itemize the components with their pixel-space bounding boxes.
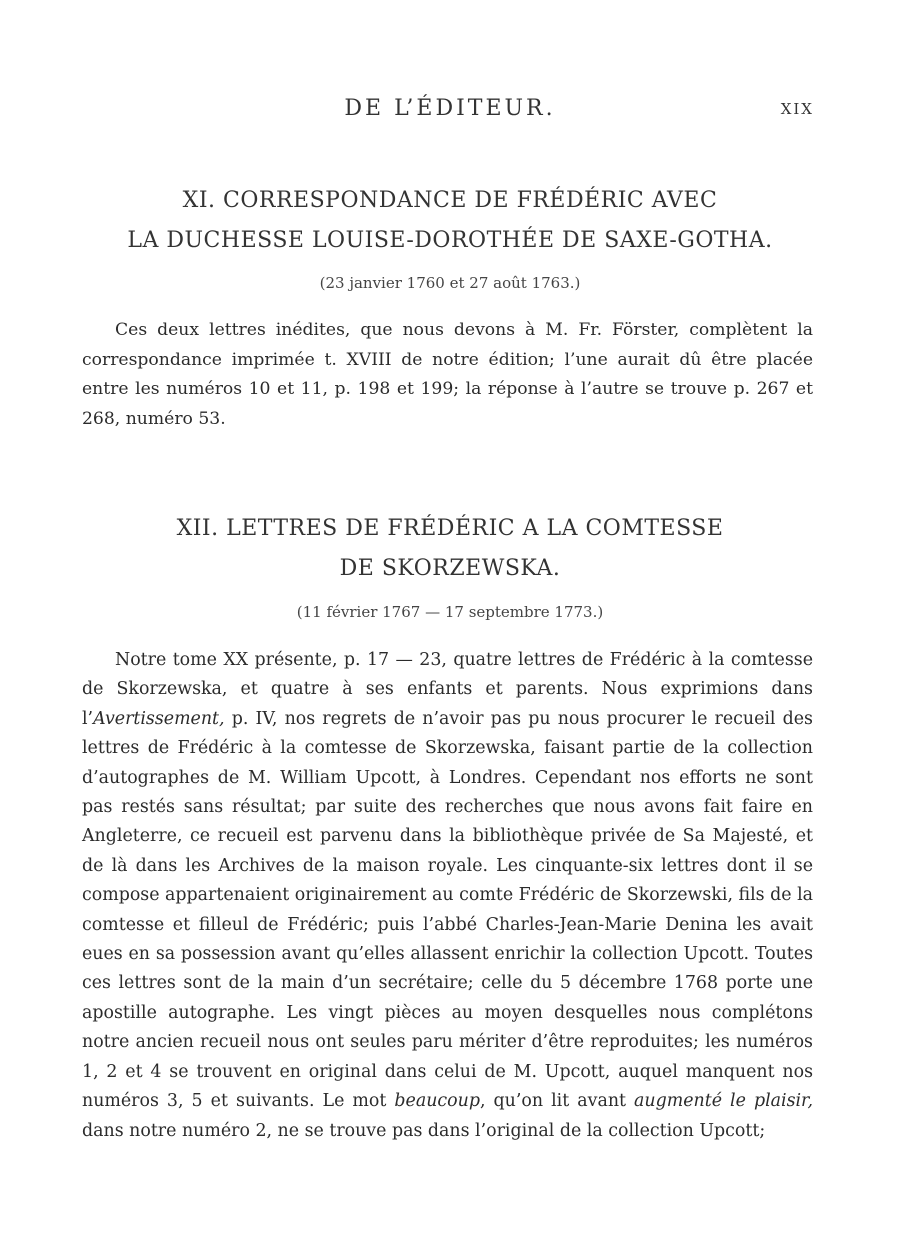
italic-avertissement: Avertissement, — [93, 708, 225, 729]
italic-augmente-le-plaisir: augmenté le plaisir, — [634, 1091, 813, 1112]
paragraph-text: dans notre numéro 2, ne se trouve pas dans l’original de la collection Upcott; — [82, 1120, 766, 1141]
section-xi-heading-line2: LA DUCHESSE LOUISE-DOROTHÉE DE SAXE-GOTHA. — [127, 228, 773, 253]
section-xii-heading-line2: DE SKORZEWSKA. — [339, 556, 561, 581]
section-xii-heading-line1: XII. LETTRES DE FRÉDÉRIC A LA COMTESSE — [176, 516, 724, 541]
section-xii-dates: (11 février 1767 — 17 septembre 1773.) — [296, 603, 604, 621]
section-xi-heading-line1: XI. CORRESPONDANCE DE FRÉDÉRIC AVEC — [182, 188, 718, 213]
running-head — [0, 96, 900, 126]
section-xi-paragraph: Ces deux lettres inédites, que nous devons à M. Fr. Förster, complètent la correspondance imprimée t. XVIII de notre édition; l’une aurait dû être placée entre les numéros 10 et 11, p. 198 et 199; la réponse à l’autre se trouve p. 267 et 268, numéro 53. — [82, 320, 813, 430]
paragraph-text: , qu’on lit avant — [479, 1091, 635, 1112]
running-head-title: DE L’ÉDITEUR. — [344, 96, 556, 121]
italic-beaucoup: beaucoup — [394, 1091, 480, 1112]
paragraph-text: p. IV, nos regrets de n’avoir pas pu nous procurer le recueil des lettres de Frédéric à la comtesse de Skorzewska, faisant partie de la collection d’autographes de M. William Upcott, à Londres. Cependant nos efforts ne sont pas restés sans résultat; par suite des recherches que nous avons fait faire en Angleterre, ce recueil est parvenu dans la bibliothèque privée de Sa Majesté, et de là dans les Archives de la maison royale. Les cinquante-six lettres dont il se compose appartenaient originairement au comte Frédéric de Skorzewski, fils de la comtesse et filleul de Frédéric; puis l’abbé Charles-Jean-Marie Denina les avait eues en sa possession avant qu’elles allassent enrichir la collection Upcott. Toutes ces lettres sont de la main d’un secrétaire; celle du 5 décembre 1768 porte une apostille autographe. Les vingt pièces au moyen desquelles nous complétons notre ancien recueil nous ont seules paru mériter d’être reproduites; les numéros 1, 2 et 4 se trouvent en original dans celui de M. Upcott, auquel manquent nos numéros 3, 5 et suivants. Le mot — [82, 708, 814, 1112]
section-xii-paragraph — [82, 646, 813, 1146]
page-number: XIX — [780, 100, 814, 118]
paragraph-text: Notre tome XX présente, p. 17 — 23, quatre lettres de Frédéric à la comtesse de Skorzewska, et quatre à ses enfants et parents. Nous exprimions dans l’ — [82, 650, 813, 729]
section-xi-dates: (23 janvier 1760 et 27 août 1763.) — [319, 274, 581, 292]
